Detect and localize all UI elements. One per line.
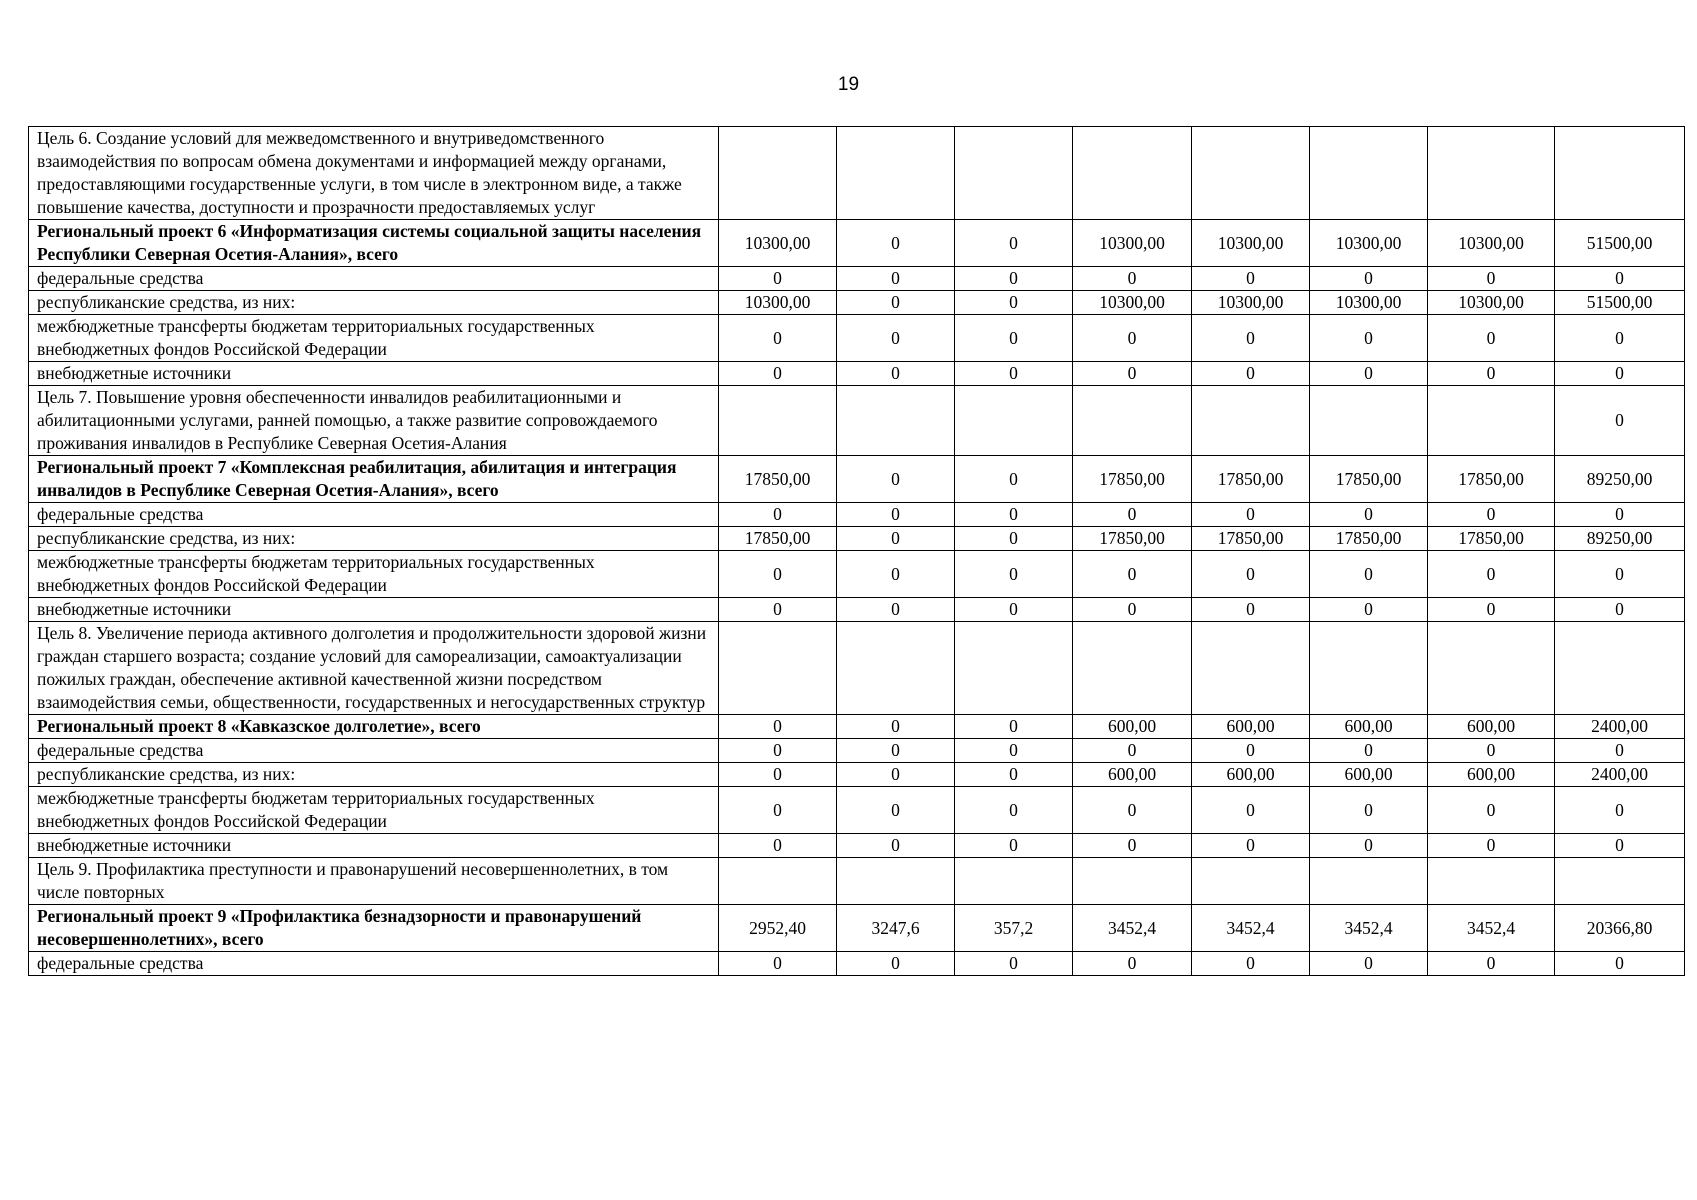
value-cell: 0: [837, 220, 955, 267]
value-cell: 0: [1310, 315, 1428, 362]
value-cell: 0: [1428, 952, 1555, 976]
value-cell: 3247,6: [837, 905, 955, 952]
value-cell: [1310, 858, 1428, 905]
value-cell: 0: [1428, 551, 1555, 598]
value-cell: 0: [1428, 315, 1555, 362]
value-cell: 0: [1073, 267, 1192, 291]
value-cell: 10300,00: [1428, 220, 1555, 267]
value-cell: 89250,00: [1555, 456, 1685, 503]
value-cell: 0: [1192, 952, 1310, 976]
value-cell: 0: [837, 787, 955, 834]
value-cell: 0: [1555, 952, 1685, 976]
row-label: внебюджетные источники: [29, 834, 719, 858]
value-cell: [1073, 127, 1192, 220]
funding-source-row: [29, 787, 1685, 834]
value-cell: 0: [955, 267, 1073, 291]
value-cell: 0: [1073, 952, 1192, 976]
value-cell: [1192, 858, 1310, 905]
value-cell: 0: [1073, 598, 1192, 622]
value-cell: 0: [955, 291, 1073, 315]
value-cell: 2952,40: [719, 905, 837, 952]
value-cell: 0: [1192, 362, 1310, 386]
value-cell: [837, 858, 955, 905]
value-cell: 0: [719, 715, 837, 739]
value-cell: [955, 386, 1073, 456]
value-cell: 0: [1555, 267, 1685, 291]
value-cell: 0: [955, 315, 1073, 362]
value-cell: 17850,00: [1310, 527, 1428, 551]
value-cell: 17850,00: [1428, 527, 1555, 551]
goal-row: [29, 127, 1685, 220]
value-cell: 0: [1428, 598, 1555, 622]
value-cell: 600,00: [1073, 763, 1192, 787]
funding-source-row: [29, 362, 1685, 386]
value-cell: 0: [837, 763, 955, 787]
value-cell: [719, 386, 837, 456]
value-cell: 0: [1310, 551, 1428, 598]
value-cell: [1192, 622, 1310, 715]
goal-row: [29, 622, 1685, 715]
value-cell: 0: [719, 952, 837, 976]
value-cell: [1428, 386, 1555, 456]
value-cell: 17850,00: [1428, 456, 1555, 503]
value-cell: 0: [837, 362, 955, 386]
value-cell: 0: [1192, 267, 1310, 291]
value-cell: 600,00: [1073, 715, 1192, 739]
value-cell: [837, 622, 955, 715]
value-cell: [719, 622, 837, 715]
value-cell: 0: [1192, 739, 1310, 763]
value-cell: [1192, 127, 1310, 220]
value-cell: [1310, 386, 1428, 456]
value-cell: 0: [719, 267, 837, 291]
value-cell: [1555, 858, 1685, 905]
value-cell: 10300,00: [1310, 220, 1428, 267]
value-cell: 0: [719, 551, 837, 598]
goal-row: [29, 858, 1685, 905]
value-cell: 10300,00: [1073, 291, 1192, 315]
funding-source-row: [29, 315, 1685, 362]
value-cell: 0: [1555, 598, 1685, 622]
value-cell: 17850,00: [1073, 456, 1192, 503]
value-cell: [1428, 622, 1555, 715]
value-cell: 0: [1555, 834, 1685, 858]
value-cell: 0: [955, 834, 1073, 858]
value-cell: [719, 858, 837, 905]
value-cell: 0: [1310, 952, 1428, 976]
value-cell: 0: [955, 598, 1073, 622]
row-label: республиканские средства, из них:: [29, 527, 719, 551]
value-cell: 10300,00: [1192, 291, 1310, 315]
funding-source-row: [29, 527, 1685, 551]
value-cell: 0: [955, 527, 1073, 551]
value-cell: 10300,00: [1310, 291, 1428, 315]
value-cell: 0: [1192, 598, 1310, 622]
value-cell: 0: [1555, 315, 1685, 362]
value-cell: 0: [837, 315, 955, 362]
value-cell: 0: [719, 503, 837, 527]
project-total-row: [29, 220, 1685, 267]
value-cell: 0: [955, 362, 1073, 386]
funding-source-row: [29, 763, 1685, 787]
row-label: Региональный проект 7 «Комплексная реабилитация, абилитация и интеграция инвалидов в Республике Северная Осетия-Алания», всего: [29, 456, 719, 503]
goal-row: [29, 386, 1685, 456]
value-cell: 0: [955, 456, 1073, 503]
value-cell: 0: [1073, 739, 1192, 763]
row-label: Цель 9. Профилактика преступности и правонарушений несовершеннолетних, в том числе повторных: [29, 858, 719, 905]
row-label: Цель 8. Увеличение периода активного долголетия и продолжительности здоровой жизни граждан старшего возраста; создание условий для самореализации, самоактуализации пожилых граждан, обеспечение активной качественной жизни посредством взаимодействия семьи, общественности, государственных и негосударственных структур: [29, 622, 719, 715]
value-cell: 0: [837, 952, 955, 976]
project-total-row: [29, 715, 1685, 739]
value-cell: 0: [837, 739, 955, 763]
value-cell: 0: [719, 362, 837, 386]
value-cell: 2400,00: [1555, 763, 1685, 787]
value-cell: [955, 622, 1073, 715]
value-cell: [955, 858, 1073, 905]
value-cell: [837, 386, 955, 456]
value-cell: 0: [1310, 739, 1428, 763]
value-cell: 0: [719, 598, 837, 622]
value-cell: 0: [1073, 315, 1192, 362]
value-cell: 0: [1073, 834, 1192, 858]
value-cell: 600,00: [1192, 715, 1310, 739]
value-cell: 0: [837, 834, 955, 858]
funding-source-row: [29, 739, 1685, 763]
funding-source-row: [29, 291, 1685, 315]
value-cell: [837, 127, 955, 220]
value-cell: 10300,00: [719, 220, 837, 267]
value-cell: 0: [1073, 503, 1192, 527]
value-cell: 0: [1428, 787, 1555, 834]
value-cell: [1073, 622, 1192, 715]
value-cell: 0: [1555, 503, 1685, 527]
value-cell: 0: [1428, 503, 1555, 527]
value-cell: 600,00: [1310, 715, 1428, 739]
value-cell: [1310, 127, 1428, 220]
page-number: 19: [837, 74, 860, 95]
value-cell: 0: [719, 787, 837, 834]
row-label: внебюджетные источники: [29, 362, 719, 386]
value-cell: 600,00: [1428, 715, 1555, 739]
funding-source-row: [29, 598, 1685, 622]
value-cell: 0: [1310, 834, 1428, 858]
funding-source-row: [29, 503, 1685, 527]
row-label: федеральные средства: [29, 952, 719, 976]
value-cell: 0: [719, 834, 837, 858]
value-cell: 600,00: [1310, 763, 1428, 787]
value-cell: 0: [837, 598, 955, 622]
value-cell: 17850,00: [1192, 456, 1310, 503]
value-cell: 0: [1555, 787, 1685, 834]
value-cell: 0: [719, 315, 837, 362]
value-cell: 0: [837, 291, 955, 315]
value-cell: 0: [1073, 362, 1192, 386]
value-cell: 10300,00: [719, 291, 837, 315]
value-cell: 10300,00: [1192, 220, 1310, 267]
value-cell: [1555, 622, 1685, 715]
value-cell: 0: [837, 551, 955, 598]
row-label: федеральные средства: [29, 503, 719, 527]
row-label: межбюджетные трансферты бюджетам территориальных государственных внебюджетных фондов Российской Федерации: [29, 315, 719, 362]
value-cell: [1073, 386, 1192, 456]
row-label: Региональный проект 6 «Информатизация системы социальной защиты населения Республики Северная Осетия-Алания», всего: [29, 220, 719, 267]
value-cell: 0: [837, 715, 955, 739]
value-cell: 0: [1192, 315, 1310, 362]
row-label: Цель 6. Создание условий для межведомственного и внутриведомственного взаимодействия по вопросам обмена документами и информацией между органами, предоставляющими государственные услуги, в том числе в электронном виде, а также повышение качества, доступности и прозрачности предоставляемых услуг: [29, 127, 719, 220]
value-cell: 0: [1073, 551, 1192, 598]
funding-source-row: [29, 834, 1685, 858]
value-cell: 0: [955, 739, 1073, 763]
value-cell: 0: [719, 739, 837, 763]
value-cell: 0: [1310, 598, 1428, 622]
value-cell: 10300,00: [1073, 220, 1192, 267]
value-cell: 0: [837, 456, 955, 503]
value-cell: 0: [1428, 267, 1555, 291]
value-cell: 3452,4: [1428, 905, 1555, 952]
value-cell: 0: [1310, 362, 1428, 386]
value-cell: 17850,00: [1073, 527, 1192, 551]
value-cell: 0: [1555, 739, 1685, 763]
value-cell: 2400,00: [1555, 715, 1685, 739]
value-cell: 51500,00: [1555, 220, 1685, 267]
funding-source-row: [29, 267, 1685, 291]
value-cell: 17850,00: [1310, 456, 1428, 503]
value-cell: [1428, 127, 1555, 220]
funding-source-row: [29, 551, 1685, 598]
value-cell: 0: [1555, 362, 1685, 386]
project-total-row: [29, 456, 1685, 503]
value-cell: 0: [1428, 362, 1555, 386]
value-cell: 0: [1555, 551, 1685, 598]
value-cell: 89250,00: [1555, 527, 1685, 551]
value-cell: 0: [1310, 787, 1428, 834]
value-cell: 0: [955, 551, 1073, 598]
value-cell: 0: [837, 267, 955, 291]
value-cell: 0: [955, 503, 1073, 527]
row-label: республиканские средства, из них:: [29, 291, 719, 315]
value-cell: 3452,4: [1192, 905, 1310, 952]
value-cell: 0: [955, 220, 1073, 267]
value-cell: [1192, 386, 1310, 456]
value-cell: 0: [837, 527, 955, 551]
value-cell: 600,00: [1192, 763, 1310, 787]
value-cell: 0: [1428, 834, 1555, 858]
value-cell: 0: [1192, 787, 1310, 834]
value-cell: 0: [955, 715, 1073, 739]
row-label: межбюджетные трансферты бюджетам территориальных государственных внебюджетных фондов Российской Федерации: [29, 787, 719, 834]
value-cell: 0: [1192, 503, 1310, 527]
row-label: внебюджетные источники: [29, 598, 719, 622]
value-cell: 0: [1192, 834, 1310, 858]
value-cell: 51500,00: [1555, 291, 1685, 315]
value-cell: 3452,4: [1310, 905, 1428, 952]
value-cell: 0: [719, 763, 837, 787]
value-cell: 17850,00: [719, 456, 837, 503]
value-cell: 10300,00: [1428, 291, 1555, 315]
value-cell: [955, 127, 1073, 220]
value-cell: 600,00: [1428, 763, 1555, 787]
row-label: Региональный проект 9 «Профилактика безнадзорности и правонарушений несовершеннолетних», всего: [29, 905, 719, 952]
row-label: федеральные средства: [29, 267, 719, 291]
row-label: федеральные средства: [29, 739, 719, 763]
value-cell: 0: [1310, 503, 1428, 527]
value-cell: 17850,00: [719, 527, 837, 551]
value-cell: 17850,00: [1192, 527, 1310, 551]
funding-source-row: [29, 952, 1685, 976]
project-total-row: [29, 905, 1685, 952]
value-cell: 3452,4: [1073, 905, 1192, 952]
value-cell: 0: [955, 763, 1073, 787]
value-cell: 0: [1555, 386, 1685, 456]
value-cell: [1310, 622, 1428, 715]
value-cell: 20366,80: [1555, 905, 1685, 952]
value-cell: 0: [1310, 267, 1428, 291]
value-cell: 0: [955, 787, 1073, 834]
value-cell: 0: [1428, 739, 1555, 763]
row-label: республиканские средства, из них:: [29, 763, 719, 787]
row-label: Цель 7. Повышение уровня обеспеченности инвалидов реабилитационными и абилитационными услугами, ранней помощью, а также развитие сопровождаемого проживания инвалидов в Республике Северная Осетия-Алания: [29, 386, 719, 456]
value-cell: [719, 127, 837, 220]
row-label: межбюджетные трансферты бюджетам территориальных государственных внебюджетных фондов Российской Федерации: [29, 551, 719, 598]
value-cell: [1073, 858, 1192, 905]
value-cell: 0: [837, 503, 955, 527]
value-cell: [1555, 127, 1685, 220]
value-cell: 357,2: [955, 905, 1073, 952]
value-cell: 0: [1192, 551, 1310, 598]
budget-table: [28, 126, 1685, 976]
value-cell: 0: [1073, 787, 1192, 834]
value-cell: 0: [955, 952, 1073, 976]
row-label: Региональный проект 8 «Кавказское долголетие», всего: [29, 715, 719, 739]
value-cell: [1428, 858, 1555, 905]
